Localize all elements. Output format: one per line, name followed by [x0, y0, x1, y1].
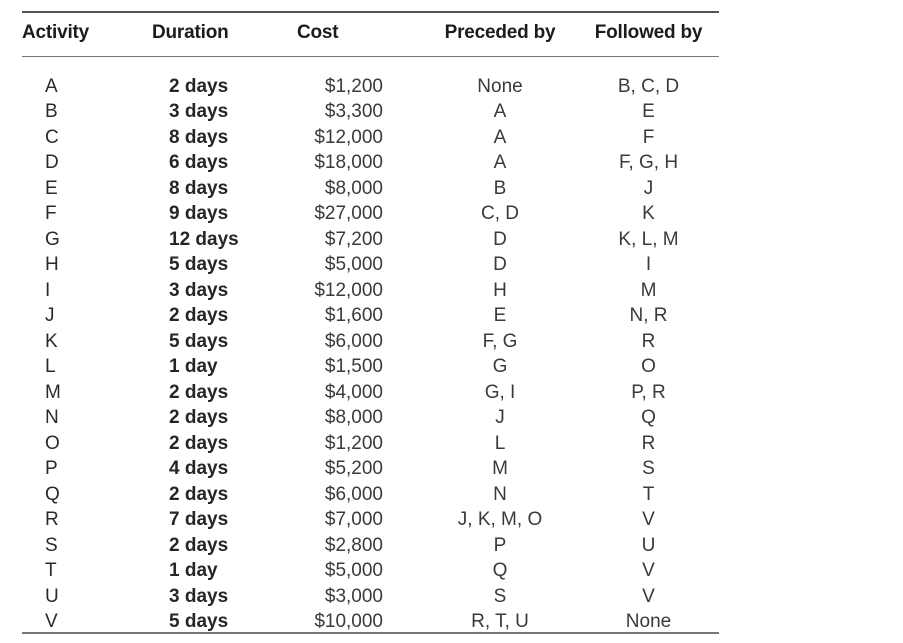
- cell-followed-by: K, L, M: [618, 228, 679, 250]
- table-row: [22, 201, 719, 227]
- cell-preceded-by: C, D: [481, 203, 519, 224]
- cell-preceded-by: L: [494, 432, 506, 454]
- cell-activity: R: [45, 509, 59, 530]
- table-row: [22, 329, 719, 355]
- cell-cost: $12,000: [314, 126, 383, 148]
- cell-preceded-by: A: [493, 101, 507, 122]
- cell-preceded-by: R, T, U: [471, 611, 529, 632]
- cell-duration: 4 days: [169, 458, 229, 479]
- table-row: [22, 482, 719, 508]
- table-row: [22, 431, 719, 457]
- cell-duration: 12 days: [169, 228, 239, 250]
- cell-cost: $3,300: [324, 101, 383, 122]
- cell-activity: A: [45, 75, 58, 97]
- cell-followed-by: M: [640, 279, 657, 301]
- column-header-followed-by: Followed by: [594, 22, 703, 43]
- header-row: [22, 18, 719, 48]
- cell-followed-by: E: [642, 101, 655, 122]
- table-body: [22, 48, 719, 635]
- cell-followed-by: V: [642, 585, 655, 607]
- table-row: [22, 558, 719, 584]
- cell-cost: $5,000: [324, 254, 383, 275]
- cell-cost: $4,000: [324, 381, 383, 403]
- cell-followed-by: T: [642, 483, 655, 505]
- cell-duration: 2 days: [169, 381, 229, 403]
- cell-cost: $8,000: [324, 407, 383, 428]
- cell-cost: $6,000: [324, 483, 383, 505]
- cell-activity: G: [45, 228, 60, 250]
- table-row: [22, 533, 719, 559]
- cell-preceded-by: J: [495, 407, 505, 428]
- cell-duration: 3 days: [169, 279, 229, 301]
- table-row: [22, 99, 719, 125]
- cell-duration: 2 days: [169, 407, 229, 428]
- cell-preceded-by: A: [493, 126, 507, 148]
- cell-preceded-by: None: [477, 75, 523, 97]
- cell-preceded-by: D: [493, 228, 507, 250]
- cell-preceded-by: E: [493, 305, 507, 326]
- cell-followed-by: N, R: [629, 305, 668, 326]
- cell-followed-by: R: [641, 330, 656, 352]
- cell-duration: 9 days: [169, 203, 229, 224]
- cell-activity: V: [45, 611, 58, 632]
- cell-activity: U: [45, 585, 59, 607]
- cell-activity: T: [45, 560, 57, 581]
- cell-duration: 1 day: [169, 560, 218, 581]
- table-row: [22, 125, 719, 151]
- cell-duration: 5 days: [169, 254, 229, 275]
- cell-cost: $5,200: [324, 458, 383, 479]
- cell-cost: $1,600: [324, 305, 383, 326]
- table-row: [22, 176, 719, 202]
- cell-duration: 7 days: [169, 509, 229, 530]
- cell-followed-by: F, G, H: [618, 152, 679, 173]
- cell-cost: $10,000: [314, 611, 383, 632]
- cell-followed-by: P, R: [631, 381, 666, 403]
- cell-activity: I: [45, 279, 51, 301]
- table-row: [22, 609, 719, 635]
- cell-preceded-by: N: [493, 483, 507, 505]
- column-header-preceded-by: Preceded by: [444, 22, 556, 43]
- table-row: [22, 278, 719, 304]
- table-row: [22, 405, 719, 431]
- table-row: [22, 227, 719, 253]
- cell-duration: 3 days: [169, 101, 229, 122]
- cell-duration: 2 days: [169, 75, 229, 97]
- table-row: [22, 354, 719, 380]
- cell-preceded-by: Q: [492, 560, 508, 581]
- cell-preceded-by: G: [492, 356, 508, 377]
- cell-followed-by: J: [643, 177, 654, 199]
- cell-followed-by: S: [642, 458, 655, 479]
- cell-followed-by: O: [641, 356, 656, 377]
- top-rule: [22, 11, 719, 13]
- table-row: [22, 456, 719, 482]
- cell-activity: S: [45, 534, 58, 556]
- cell-cost: $1,200: [324, 432, 383, 454]
- cell-activity: F: [45, 203, 57, 224]
- cell-activity: K: [45, 330, 58, 352]
- cell-followed-by: F: [642, 126, 655, 148]
- cell-preceded-by: H: [493, 279, 507, 301]
- cell-activity: J: [45, 305, 55, 326]
- cell-duration: 2 days: [169, 534, 229, 556]
- cell-cost: $3,000: [324, 585, 383, 607]
- cell-cost: $7,200: [324, 228, 383, 250]
- cell-cost: $6,000: [324, 330, 383, 352]
- cell-preceded-by: B: [493, 177, 507, 199]
- cell-duration: 8 days: [169, 126, 229, 148]
- cell-activity: H: [45, 254, 59, 275]
- cell-preceded-by: P: [493, 534, 507, 556]
- cell-followed-by: I: [645, 254, 652, 275]
- cell-cost: $1,500: [324, 356, 383, 377]
- table-row: [22, 150, 719, 176]
- cell-activity: D: [45, 152, 59, 173]
- table-row: [22, 507, 719, 533]
- cell-duration: 8 days: [169, 177, 229, 199]
- cell-activity: B: [45, 101, 58, 122]
- table-row: [22, 74, 719, 100]
- cell-followed-by: B, C, D: [617, 75, 680, 97]
- cell-activity: N: [45, 407, 59, 428]
- activity-table: [22, 18, 719, 635]
- cell-activity: Q: [45, 483, 60, 505]
- cell-preceded-by: D: [493, 254, 507, 275]
- cell-preceded-by: F, G: [482, 330, 518, 352]
- cell-cost: $1,200: [324, 75, 383, 97]
- cell-followed-by: K: [642, 203, 655, 224]
- cell-duration: 1 day: [169, 356, 218, 377]
- cell-activity: O: [45, 432, 60, 454]
- cell-duration: 5 days: [169, 611, 229, 632]
- cell-activity: C: [45, 126, 59, 148]
- cell-followed-by: U: [641, 534, 656, 556]
- cell-followed-by: V: [642, 509, 655, 530]
- cell-followed-by: Q: [641, 407, 656, 428]
- cell-activity: E: [45, 177, 58, 199]
- header-spacer: [22, 48, 719, 74]
- column-header-activity: Activity: [22, 22, 90, 43]
- cell-cost: $7,000: [324, 509, 383, 530]
- cell-duration: 3 days: [169, 585, 229, 607]
- cell-cost: $8,000: [324, 177, 383, 199]
- table-row: [22, 584, 719, 610]
- cell-duration: 5 days: [169, 330, 229, 352]
- cell-activity: P: [45, 458, 58, 479]
- cell-preceded-by: G, I: [484, 381, 516, 403]
- cell-cost: $27,000: [314, 203, 383, 224]
- cell-duration: 6 days: [169, 152, 229, 173]
- cell-duration: 2 days: [169, 432, 229, 454]
- table-row: [22, 252, 719, 278]
- cell-activity: M: [45, 381, 61, 403]
- cell-followed-by: R: [641, 432, 656, 454]
- cell-preceded-by: M: [492, 458, 508, 479]
- table-row: [22, 380, 719, 406]
- cell-cost: $12,000: [314, 279, 383, 301]
- column-header-cost: Cost: [297, 22, 339, 43]
- cell-preceded-by: A: [493, 152, 507, 173]
- cell-activity: L: [45, 356, 56, 377]
- cell-followed-by: None: [625, 611, 672, 632]
- cell-duration: 2 days: [169, 305, 229, 326]
- cell-cost: $2,800: [324, 534, 383, 556]
- cell-preceded-by: J, K, M, O: [457, 509, 543, 530]
- table-row: [22, 303, 719, 329]
- column-header-duration: Duration: [152, 22, 229, 43]
- cell-duration: 2 days: [169, 483, 229, 505]
- cell-cost: $18,000: [314, 152, 383, 173]
- cell-preceded-by: S: [493, 585, 507, 607]
- cell-cost: $5,000: [324, 560, 383, 581]
- cell-followed-by: V: [642, 560, 655, 581]
